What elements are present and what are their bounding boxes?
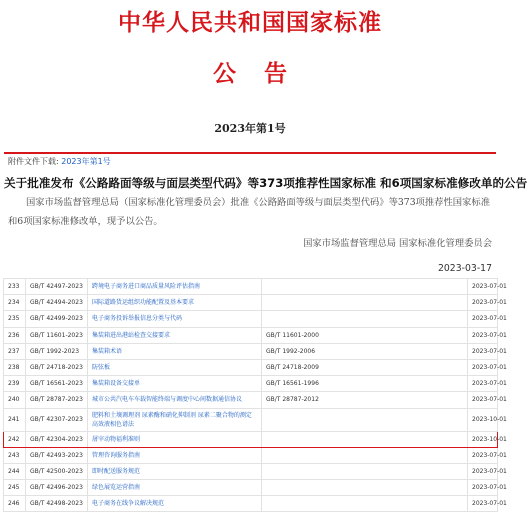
effective-date: 2023-07-01 xyxy=(468,376,498,392)
standards-table-body xyxy=(4,279,507,512)
effective-date: 2023-07-01 xyxy=(468,463,498,479)
standard-code: GB/T 11601-2023 xyxy=(26,327,88,343)
standard-name-link[interactable]: 电子商务投诉举报信息分类与代码 xyxy=(88,311,262,327)
standard-code: GB/T 42498-2023 xyxy=(26,496,88,512)
document-number: 2023年第1号 xyxy=(214,122,286,135)
standard-code: GB/T 42499-2023 xyxy=(26,311,88,327)
row-number: 241 xyxy=(4,408,26,431)
standard-name-link[interactable]: 集装箱进出港站检查交接要求 xyxy=(88,327,262,343)
table-row xyxy=(4,463,498,479)
effective-date: 2023-10-01 xyxy=(468,408,498,431)
replaced-standard: GB/T 24718-2009 xyxy=(262,359,468,375)
replaced-standard xyxy=(262,295,468,311)
announcement-title: 关于批准发布《公路路面等级与面层类型代码》等373项推荐性国家标准 和6项国家标准修改单的公告 xyxy=(4,176,527,190)
standard-code: GB/T 28787-2023 xyxy=(26,392,88,408)
row-number: 245 xyxy=(4,480,26,496)
announcement-body: 国家市场监督管理总局（国家标准化管理委员会）批准《公路路面等级与面层类型代码》等373项推荐性国家标准和6项国家标准修改单，现予以公告。 xyxy=(8,197,490,227)
standard-code: GB/T 24718-2023 xyxy=(26,359,88,375)
standard-name-link[interactable]: 屠宰动物福利准则 xyxy=(88,431,262,447)
row-number: 238 xyxy=(4,359,26,375)
table-row xyxy=(4,279,498,295)
replaced-standard: GB/T 28787-2012 xyxy=(262,392,468,408)
page-title: 中华人民共和国国家标准 xyxy=(118,9,382,36)
standard-name-link[interactable]: 国际道路货运组织功能配置及基本要求 xyxy=(88,295,262,311)
effective-date: 2023-07-01 xyxy=(468,295,498,311)
table-row xyxy=(4,408,498,431)
replaced-standard xyxy=(262,463,468,479)
row-number: 235 xyxy=(4,311,26,327)
attachment-link[interactable]: 2023年第1号 xyxy=(61,157,111,166)
table-row xyxy=(4,343,498,359)
issue-date: 2023-03-17 xyxy=(437,263,492,274)
standard-name-link[interactable]: 管理咨询服务指南 xyxy=(88,447,262,463)
effective-date: 2023-07-01 xyxy=(468,279,498,295)
table-row xyxy=(4,327,498,343)
table-row xyxy=(4,376,498,392)
row-number: 234 xyxy=(4,295,26,311)
standard-code: GB/T 42500-2023 xyxy=(26,463,88,479)
standard-name-link[interactable]: 防弦板 xyxy=(88,359,262,375)
standard-name-link[interactable]: 集装箱术语 xyxy=(88,343,262,359)
row-number: 237 xyxy=(4,343,26,359)
effective-date: 2023-07-01 xyxy=(468,327,498,343)
effective-date: 2023-07-01 xyxy=(468,447,498,463)
effective-date: 2023-07-01 xyxy=(468,343,498,359)
replaced-standard xyxy=(262,408,468,431)
standard-code: GB/T 42496-2023 xyxy=(26,480,88,496)
effective-date: 2023-07-01 xyxy=(468,359,498,375)
standard-code: GB/T 42493-2023 xyxy=(26,447,88,463)
table-row xyxy=(4,295,498,311)
row-number: 243 xyxy=(4,447,26,463)
replaced-standard xyxy=(262,480,468,496)
table-row xyxy=(4,359,498,375)
effective-date: 2023-10-01 xyxy=(468,431,498,447)
standard-code: GB/T 42497-2023 xyxy=(26,279,88,295)
effective-date: 2023-07-01 xyxy=(468,392,498,408)
replaced-standard xyxy=(262,431,468,447)
table-row xyxy=(4,480,498,496)
table-row xyxy=(4,392,498,408)
row-number: 236 xyxy=(4,327,26,343)
row-number: 233 xyxy=(4,279,26,295)
standard-name-link[interactable]: 绿色展览运营指南 xyxy=(88,480,262,496)
replaced-standard: GB/T 11601-2000 xyxy=(262,327,468,343)
replaced-standard xyxy=(262,279,468,295)
table-row xyxy=(4,431,498,447)
standard-name-link[interactable]: 电子商务在线争议解决规范 xyxy=(88,496,262,512)
issuer: 国家市场监督管理总局 国家标准化管理委员会 xyxy=(303,238,492,249)
replaced-standard xyxy=(262,311,468,327)
effective-date: 2023-07-01 xyxy=(468,480,498,496)
table-row xyxy=(4,496,498,512)
announcement-heading: 公告 xyxy=(213,60,315,87)
standard-name-link[interactable]: 肥料和土壤调理剂 尿素酶和硝化抑制剂 尿素二聚合物的测定 高效液相色谱法 xyxy=(88,408,262,431)
row-number: 239 xyxy=(4,376,26,392)
row-number: 244 xyxy=(4,463,26,479)
attachment-row xyxy=(8,155,111,169)
standard-name-link[interactable]: 城市公共汽电车车载智能终端与调度中心间数据通信协议 xyxy=(88,392,262,408)
table-row xyxy=(4,447,498,463)
standard-code: GB/T 42304-2023 xyxy=(26,431,88,447)
red-divider xyxy=(4,152,496,154)
row-number: 246 xyxy=(4,496,26,512)
effective-date: 2023-07-01 xyxy=(468,311,498,327)
replaced-standard: GB/T 1992-2006 xyxy=(262,343,468,359)
standard-name-link[interactable]: 跨境电子商务进口商品质量风险评估指南 xyxy=(88,279,262,295)
replaced-standard: GB/T 16561-1996 xyxy=(262,376,468,392)
standard-code: GB/T 16561-2023 xyxy=(26,376,88,392)
standards-table xyxy=(3,278,507,512)
attachment-label: 附件文件下载: xyxy=(8,157,59,166)
standard-code: GB/T 42307-2023 xyxy=(26,408,88,431)
standard-code: GB/T 42494-2023 xyxy=(26,295,88,311)
row-number: 242 xyxy=(4,431,26,447)
standard-code: GB/T 1992-2023 xyxy=(26,343,88,359)
standard-name-link[interactable]: 集装箱设备交接单 xyxy=(88,376,262,392)
effective-date: 2023-07-01 xyxy=(468,496,498,512)
replaced-standard xyxy=(262,447,468,463)
standard-name-link[interactable]: 即时配送服务规范 xyxy=(88,463,262,479)
table-row xyxy=(4,311,498,327)
replaced-standard xyxy=(262,496,468,512)
row-number: 240 xyxy=(4,392,26,408)
